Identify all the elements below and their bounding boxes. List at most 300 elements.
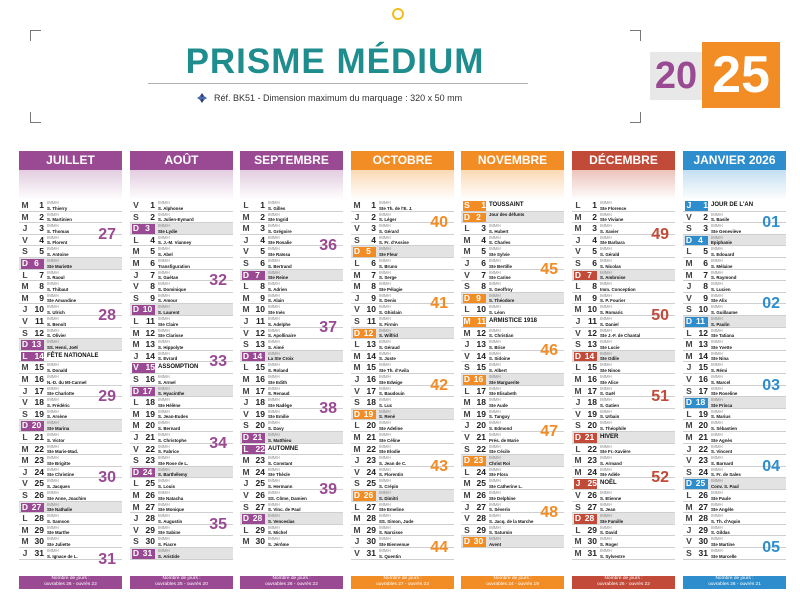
saint-name xyxy=(47,246,103,257)
weekday-letter: J xyxy=(354,211,360,222)
saint-name xyxy=(489,339,545,350)
day-code: IMMH xyxy=(379,211,391,217)
day-row xyxy=(130,235,233,247)
weekday-letter: M xyxy=(132,490,140,500)
weekday-letter: L xyxy=(686,408,692,419)
saint-name xyxy=(47,374,103,385)
weekday-letter: L xyxy=(464,304,470,315)
saint-name xyxy=(600,478,656,489)
day-number: 11 xyxy=(588,316,597,326)
weekday-letter: M xyxy=(242,374,250,384)
day-number: 4 xyxy=(39,234,44,245)
saint-name xyxy=(711,270,767,281)
day-number: 21 xyxy=(34,432,44,442)
saint-name xyxy=(47,316,103,327)
saint-name xyxy=(158,444,214,455)
day-number: 31 xyxy=(698,548,708,558)
weekday-letter: J xyxy=(22,548,28,558)
weekday-letter: V xyxy=(243,246,249,257)
day-code: IMMH xyxy=(489,223,501,229)
day-code: IMMH xyxy=(711,420,723,426)
day-number: 16 xyxy=(587,374,597,384)
day-code: IMMH xyxy=(47,536,59,542)
day-code: IMMH xyxy=(158,536,170,542)
saint-name xyxy=(268,339,324,350)
saint-label: S. Olivier xyxy=(47,333,67,339)
weekday-letter: L xyxy=(133,478,139,489)
day-row xyxy=(19,513,122,525)
saint-name xyxy=(47,200,103,211)
month-footer xyxy=(130,576,233,589)
weekday-letter: M xyxy=(574,292,582,303)
weekday-letter: V xyxy=(464,513,470,524)
saint-label: S. Romaric xyxy=(600,309,623,315)
saint-name xyxy=(379,374,435,385)
weekday-letter: V xyxy=(22,234,28,245)
saint-name xyxy=(600,212,656,223)
day-code: IMMH xyxy=(600,455,612,461)
day-code: IMMH xyxy=(489,513,501,519)
day-row xyxy=(19,328,122,340)
day-code: IMMH xyxy=(379,490,391,495)
day-number: 22 xyxy=(255,443,265,454)
saint-label: Ste Lucie xyxy=(600,344,620,350)
saint-name xyxy=(600,525,656,536)
day-number: 21 xyxy=(366,432,376,442)
day-code: IMMH xyxy=(489,292,501,298)
saint-label: Ste Geneviève xyxy=(711,228,742,234)
saint-name xyxy=(600,409,656,420)
saint-label: Ste Ingrid xyxy=(268,217,289,223)
saint-name xyxy=(711,490,767,501)
day-code: IMMH xyxy=(47,455,59,461)
day-code: IMMH xyxy=(379,478,391,484)
day-code: IMMH xyxy=(268,478,280,484)
day-row xyxy=(19,502,122,514)
day-number: 9 xyxy=(592,292,597,303)
saint-name xyxy=(711,502,767,513)
day-number: 20 xyxy=(476,420,486,431)
saint-label: SS. Simon, Jude xyxy=(379,518,414,524)
saint-name xyxy=(268,467,324,478)
month-header: SEPTEMBRE xyxy=(240,151,343,170)
saint-label: Ste Céline xyxy=(379,437,401,443)
day-number: 14 xyxy=(698,350,708,361)
day-number: 3 xyxy=(39,223,44,234)
day-row xyxy=(461,455,564,467)
day-code: IMMH xyxy=(489,234,501,240)
footer-line: ouvrables 25 - ouvrés 20 xyxy=(155,582,208,587)
saint-name xyxy=(600,397,656,408)
weekday-letter: M xyxy=(21,281,29,292)
saint-name xyxy=(489,212,545,218)
day-code: IMMH xyxy=(47,490,59,495)
day-row xyxy=(461,386,564,398)
day-code: IMMH xyxy=(600,490,612,495)
day-code: IMMH xyxy=(711,536,723,542)
saint-label: Imm. Conception xyxy=(600,286,636,292)
day-row xyxy=(572,374,675,386)
month-header: NOVEMBRE xyxy=(461,151,564,170)
day-number: 6 xyxy=(150,258,155,268)
day-code: IMMH xyxy=(47,234,59,240)
day-row xyxy=(130,490,233,502)
weekday-letter: S xyxy=(243,339,249,350)
saint-label: SS. Côme, Damien xyxy=(268,495,307,501)
day-code: IMMH xyxy=(158,339,170,345)
day-number: 13 xyxy=(31,339,42,350)
saint-name xyxy=(158,200,214,211)
saint-name xyxy=(158,548,214,559)
saint-name xyxy=(158,386,214,397)
day-row xyxy=(19,455,122,467)
saint-name xyxy=(158,212,214,223)
saint-label: S. Thibaut xyxy=(47,286,69,292)
footer-line: Nombre de jours : xyxy=(51,576,90,581)
saint-name xyxy=(158,223,214,234)
weekday-letter: D xyxy=(21,501,29,512)
day-number: 21 xyxy=(584,432,595,442)
week-number: 01 xyxy=(762,214,780,232)
week-number: 37 xyxy=(319,318,337,336)
week-number: 29 xyxy=(98,388,116,406)
saint-label: Ste Christine xyxy=(47,472,75,478)
day-row xyxy=(351,362,454,374)
saint-label: S. Gilles xyxy=(268,205,286,211)
day-number: 1 xyxy=(150,200,155,210)
day-row xyxy=(130,328,233,340)
day-number: 27 xyxy=(31,501,42,512)
saint-label: Ste Rosalie xyxy=(268,240,292,246)
saint-name xyxy=(47,339,103,350)
weekday-letter: S xyxy=(464,524,470,535)
saint-label: S. Roger xyxy=(600,541,619,547)
day-code: IMMH xyxy=(158,432,170,437)
saint-label: Ste Barbara xyxy=(600,240,625,246)
day-row xyxy=(572,455,675,467)
crop-mark xyxy=(30,30,41,41)
week-number: 42 xyxy=(430,376,448,394)
day-row xyxy=(572,362,675,374)
weekday-letter: M xyxy=(132,258,140,268)
saint-name xyxy=(158,420,214,431)
day-code: IMMH xyxy=(600,397,612,403)
day-number: 25 xyxy=(587,478,597,489)
saint-label: S. Frédéric xyxy=(47,402,70,408)
saint-name xyxy=(489,467,545,478)
day-row xyxy=(683,409,786,421)
saint-label: S. Guillaume xyxy=(711,309,738,315)
saint-name xyxy=(711,212,767,223)
day-row xyxy=(240,362,343,374)
saint-label: S. Julien-Eymard xyxy=(158,217,194,223)
day-row xyxy=(19,212,122,224)
day-number: 8 xyxy=(371,281,376,292)
day-row xyxy=(461,478,564,490)
saint-name xyxy=(268,293,324,304)
day-code: IMMH xyxy=(379,304,391,310)
saint-label: SS. Henri, Joël xyxy=(47,344,78,350)
day-code: IMMH xyxy=(268,490,280,495)
day-number: 11 xyxy=(367,316,376,326)
month-header: DÉCEMBRE xyxy=(572,151,675,170)
saint-label: Ste Yvette xyxy=(711,344,732,350)
week-number: 33 xyxy=(209,353,227,371)
day-number: 2 xyxy=(703,211,708,222)
day-number: 10 xyxy=(587,304,597,315)
day-code: IMMH xyxy=(158,200,170,205)
saint-name xyxy=(268,409,324,420)
saint-label: S. Roland xyxy=(268,367,289,373)
day-code: IMMH xyxy=(489,397,501,403)
day-code: IMMH xyxy=(711,466,723,472)
day-row xyxy=(130,397,233,409)
week-number: 34 xyxy=(209,434,227,452)
weekday-letter: L xyxy=(575,281,581,292)
day-code: IMMH xyxy=(47,513,59,519)
saint-label: Ste Carine xyxy=(489,275,511,281)
crop-mark xyxy=(630,30,641,41)
weekday-letter: D xyxy=(463,292,471,303)
day-number: 1 xyxy=(260,200,265,210)
saint-label: S. Gildas xyxy=(711,530,730,536)
footer-line: ouvrables 27 - ouvrés 23 xyxy=(376,582,429,587)
day-code: IMMH xyxy=(489,374,501,379)
weekday-letter: V xyxy=(22,478,28,489)
saint-name xyxy=(268,432,324,443)
day-code: IMMH xyxy=(158,292,170,298)
saint-name xyxy=(489,235,545,246)
day-number: 1 xyxy=(703,200,708,210)
day-code: IMMH xyxy=(158,269,170,275)
day-number: 6 xyxy=(592,258,597,268)
footer-line: Nombre de jours : xyxy=(272,576,311,581)
day-code: IMMH xyxy=(47,443,59,449)
weekday-letter: M xyxy=(463,234,471,245)
saint-name xyxy=(489,281,545,292)
saint-name xyxy=(711,281,767,292)
day-row xyxy=(572,246,675,258)
day-code: IMMH xyxy=(268,408,280,414)
saint-label: S. Daniel xyxy=(600,321,619,327)
saint-name xyxy=(600,281,656,292)
weekday-letter: L xyxy=(243,524,249,535)
day-number: 12 xyxy=(145,327,155,338)
day-row xyxy=(240,351,343,363)
day-row xyxy=(19,362,122,374)
day-number: 24 xyxy=(476,466,486,477)
saint-name xyxy=(600,374,656,385)
weekday-letter: M xyxy=(21,211,29,222)
saint-label: S. Séverin xyxy=(489,507,511,513)
day-number: 24 xyxy=(142,466,153,477)
day-number: 30 xyxy=(587,536,597,547)
day-code: IMMH xyxy=(47,200,59,205)
saint-label: S. Arsène xyxy=(47,414,68,420)
saint-label: S. Léger xyxy=(379,217,397,223)
saint-name xyxy=(600,270,656,281)
day-number: 18 xyxy=(34,397,44,408)
weekday-letter: M xyxy=(685,513,693,524)
saint-label: S. Sylvestre xyxy=(600,553,625,559)
week-number: 50 xyxy=(651,307,669,324)
saint-name xyxy=(268,444,324,455)
day-code: IMMH xyxy=(47,223,59,229)
day-number: 2 xyxy=(260,211,265,222)
saint-label: S. Antoine xyxy=(47,251,69,257)
day-code: IMMH xyxy=(158,385,170,391)
day-code: IMMH xyxy=(47,466,59,472)
saint-name xyxy=(158,397,214,408)
saint-label: S. Aristide xyxy=(158,553,180,559)
day-number: 3 xyxy=(371,223,376,234)
month-footer xyxy=(572,576,675,589)
saint-name xyxy=(600,258,656,269)
saint-label: S. Constant xyxy=(268,460,293,466)
day-code: IMMH xyxy=(489,478,501,484)
saint-label: Ste Juliette xyxy=(47,541,71,547)
saint-label: S. Bertrand xyxy=(268,263,292,269)
day-number: 17 xyxy=(366,385,376,396)
day-row xyxy=(351,409,454,421)
weekday-letter: V xyxy=(686,455,692,466)
day-row xyxy=(19,490,122,502)
weekday-letter: J xyxy=(686,281,692,292)
weekday-letter: M xyxy=(685,350,693,361)
day-row xyxy=(130,467,233,479)
saint-name xyxy=(268,397,324,408)
crop-mark xyxy=(30,112,41,123)
day-number: 24 xyxy=(255,466,265,477)
footer-line: ouvrables 26 - ouvrés 22 xyxy=(265,582,318,587)
weekday-letter: M xyxy=(242,223,250,234)
day-code: IMMH xyxy=(268,281,280,287)
saint-name xyxy=(600,467,656,478)
saint-name xyxy=(47,455,103,466)
day-number: 12 xyxy=(476,327,486,338)
saint-label: S. Jacq. de la Marche xyxy=(489,518,534,524)
day-row xyxy=(351,490,454,502)
saint-label: Ste Claire xyxy=(158,321,179,327)
day-number: 23 xyxy=(698,455,708,466)
day-number: 8 xyxy=(39,281,44,292)
saint-label: S. Matthieu xyxy=(268,437,292,443)
saint-label: S. Mélaine xyxy=(711,263,733,269)
saint-name xyxy=(711,246,767,257)
week-number: 03 xyxy=(762,376,780,394)
day-code: IMMH xyxy=(379,292,391,298)
weekday-letter: V xyxy=(354,548,360,558)
weekday-letter: J xyxy=(22,223,28,234)
weekday-letter: L xyxy=(354,258,360,268)
week-number: 40 xyxy=(430,214,448,232)
day-row xyxy=(351,200,454,212)
day-number: 21 xyxy=(252,432,263,442)
day-code: IMMH xyxy=(158,524,170,530)
day-number: 8 xyxy=(260,281,265,292)
day-row xyxy=(19,432,122,444)
title-divider xyxy=(148,83,528,84)
day-number: 10 xyxy=(142,304,153,315)
saint-name xyxy=(47,432,103,443)
saint-name xyxy=(711,455,767,466)
day-list xyxy=(19,200,122,571)
saint-name xyxy=(600,362,656,373)
day-number: 22 xyxy=(587,443,597,454)
weekday-letter: M xyxy=(685,420,693,431)
saint-label: S. Gérald xyxy=(600,251,620,257)
day-code: IMMH xyxy=(47,304,59,310)
weekday-letter: S xyxy=(464,362,470,373)
saint-name xyxy=(711,304,767,315)
saint-label: S. Ghislain xyxy=(379,309,402,315)
weekday-letter: V xyxy=(133,281,139,292)
day-row xyxy=(572,270,675,282)
saint-name xyxy=(47,235,103,246)
saint-name xyxy=(268,270,324,281)
day-code: IMMH xyxy=(711,246,723,252)
day-number: 25 xyxy=(476,478,486,489)
saint-name xyxy=(379,200,435,211)
saint-name xyxy=(268,374,324,385)
day-row xyxy=(351,270,454,282)
day-code: IMMH xyxy=(711,455,723,461)
day-number: 5 xyxy=(260,246,265,257)
day-list xyxy=(351,200,454,571)
day-number: 14 xyxy=(34,350,44,361)
day-number: 13 xyxy=(255,339,265,350)
saint-label: S. Venceslas xyxy=(268,518,295,524)
saint-label: S. Apollinaire xyxy=(268,333,296,339)
day-number: 16 xyxy=(34,374,44,384)
saint-name xyxy=(268,212,324,223)
day-row xyxy=(240,455,343,467)
day-code: IMMH xyxy=(268,420,280,426)
day-number: 1 xyxy=(371,200,376,210)
day-code: IMMH xyxy=(268,397,280,403)
weekday-letter: S xyxy=(243,258,249,268)
saint-label: Ste Inès xyxy=(268,309,285,315)
saint-name xyxy=(711,432,767,443)
day-code: IMMH xyxy=(47,362,59,368)
day-code: IMMH xyxy=(711,432,723,437)
weekday-letter: M xyxy=(242,455,250,466)
day-code: IMMH xyxy=(711,478,723,484)
day-row xyxy=(461,246,564,258)
weekday-letter: L xyxy=(22,432,28,442)
saint-name xyxy=(711,467,767,478)
day-code: IMMH xyxy=(711,385,723,391)
day-number: 21 xyxy=(476,432,486,442)
weekday-letter: V xyxy=(133,524,139,535)
day-code: IMMH xyxy=(158,211,170,217)
day-number: 21 xyxy=(145,432,155,442)
weekday-letter: S xyxy=(464,281,470,292)
week-number: 28 xyxy=(98,307,116,324)
day-number: 26 xyxy=(255,490,265,500)
day-number: 27 xyxy=(698,501,708,512)
saint-label: S. Sébastien xyxy=(711,425,738,431)
saint-label: S. Edmond xyxy=(489,425,512,431)
day-number: 26 xyxy=(587,490,597,500)
saint-name xyxy=(47,223,103,234)
day-code: IMMH xyxy=(379,397,391,403)
day-number: 13 xyxy=(366,339,376,350)
month-footer xyxy=(19,576,122,589)
day-number: 17 xyxy=(587,385,597,396)
saint-name xyxy=(600,304,656,315)
day-code: IMMH xyxy=(600,466,612,472)
